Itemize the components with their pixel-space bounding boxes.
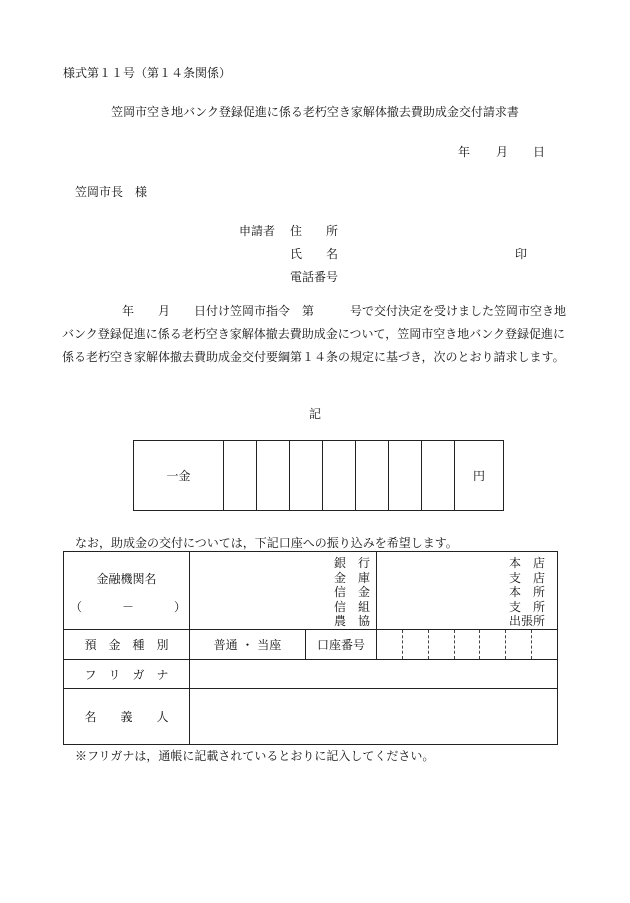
applicant-label: 申請者 [239, 224, 276, 238]
holder-label: 名 義 人 [64, 689, 190, 745]
name-label: 氏 名 [290, 247, 339, 261]
furigana-label: フ リ ガ ナ [64, 660, 190, 689]
request-paragraph: 年 月 日付け笠岡市指令 第 号で交付決定を受けました笠岡市空き地バンク登録促進に係る老朽空き家解体撤去費助成金について，笠岡市空き地バンク登録促進に係る老朽空き家解体撤去費助成金交付要綱第１４条の規定に基づき，次のとおり請求します。 [62, 304, 567, 364]
amount-digit [389, 441, 422, 511]
bank-account-table [63, 551, 558, 745]
institution-name-cell [190, 552, 377, 630]
footnote: ※フリガナは，通帳に記載されているとおりに記入してください。 [75, 749, 435, 763]
holder-field [190, 689, 558, 745]
date-month: 月 [496, 145, 509, 159]
account-digit [531, 630, 557, 659]
date-year: 年 [458, 145, 471, 159]
account-digit [454, 630, 480, 659]
amount-digit [356, 441, 389, 511]
branch-types: 本 店 支 店 本 所 支 所 出張所 [508, 556, 545, 628]
deposit-type-value: 普通 ・ 当座 [190, 630, 306, 660]
ki-heading: 記 [308, 407, 321, 421]
document-title: 笠岡市空き地バンク登録促進に係る老朽空き家解体撤去費助成金交付請求書 [111, 105, 519, 119]
institution-label-cell [64, 552, 190, 630]
address-label: 住 所 [290, 224, 339, 238]
account-number-digits [377, 630, 558, 660]
institution-label: 金融機関名 [96, 572, 157, 586]
seal-mark: 印 [515, 247, 528, 261]
account-number-label: 口座番号 [306, 630, 377, 660]
amount-label: 一金 [134, 441, 224, 511]
account-digit [428, 630, 454, 659]
phone-label: 電話番号 [290, 270, 339, 284]
amount-unit: 円 [455, 441, 504, 511]
amount-digit [290, 441, 323, 511]
date-day: 日 [533, 145, 546, 159]
furigana-field [190, 660, 558, 689]
transfer-note: なお，助成金の交付については，下記口座への振り込みを希望します。 [75, 536, 458, 550]
amount-digit [422, 441, 455, 511]
deposit-type-label: 預 金 種 別 [64, 630, 190, 660]
account-digit [402, 630, 428, 659]
amount-digit [257, 441, 290, 511]
account-digit [377, 630, 402, 659]
institution-types: 銀 行 金 庫 信 金 信 組 農 協 [333, 556, 370, 628]
form-number: 様式第１１号（第１４条関係） [63, 66, 232, 80]
amount-table [133, 440, 504, 511]
institution-sub: （ － ） [70, 600, 188, 614]
amount-digit [224, 441, 257, 511]
branch-name-cell [377, 552, 558, 630]
account-digit [505, 630, 531, 659]
addressee: 笠岡市長 様 [75, 185, 148, 199]
amount-digit [323, 441, 356, 511]
account-digit [479, 630, 505, 659]
